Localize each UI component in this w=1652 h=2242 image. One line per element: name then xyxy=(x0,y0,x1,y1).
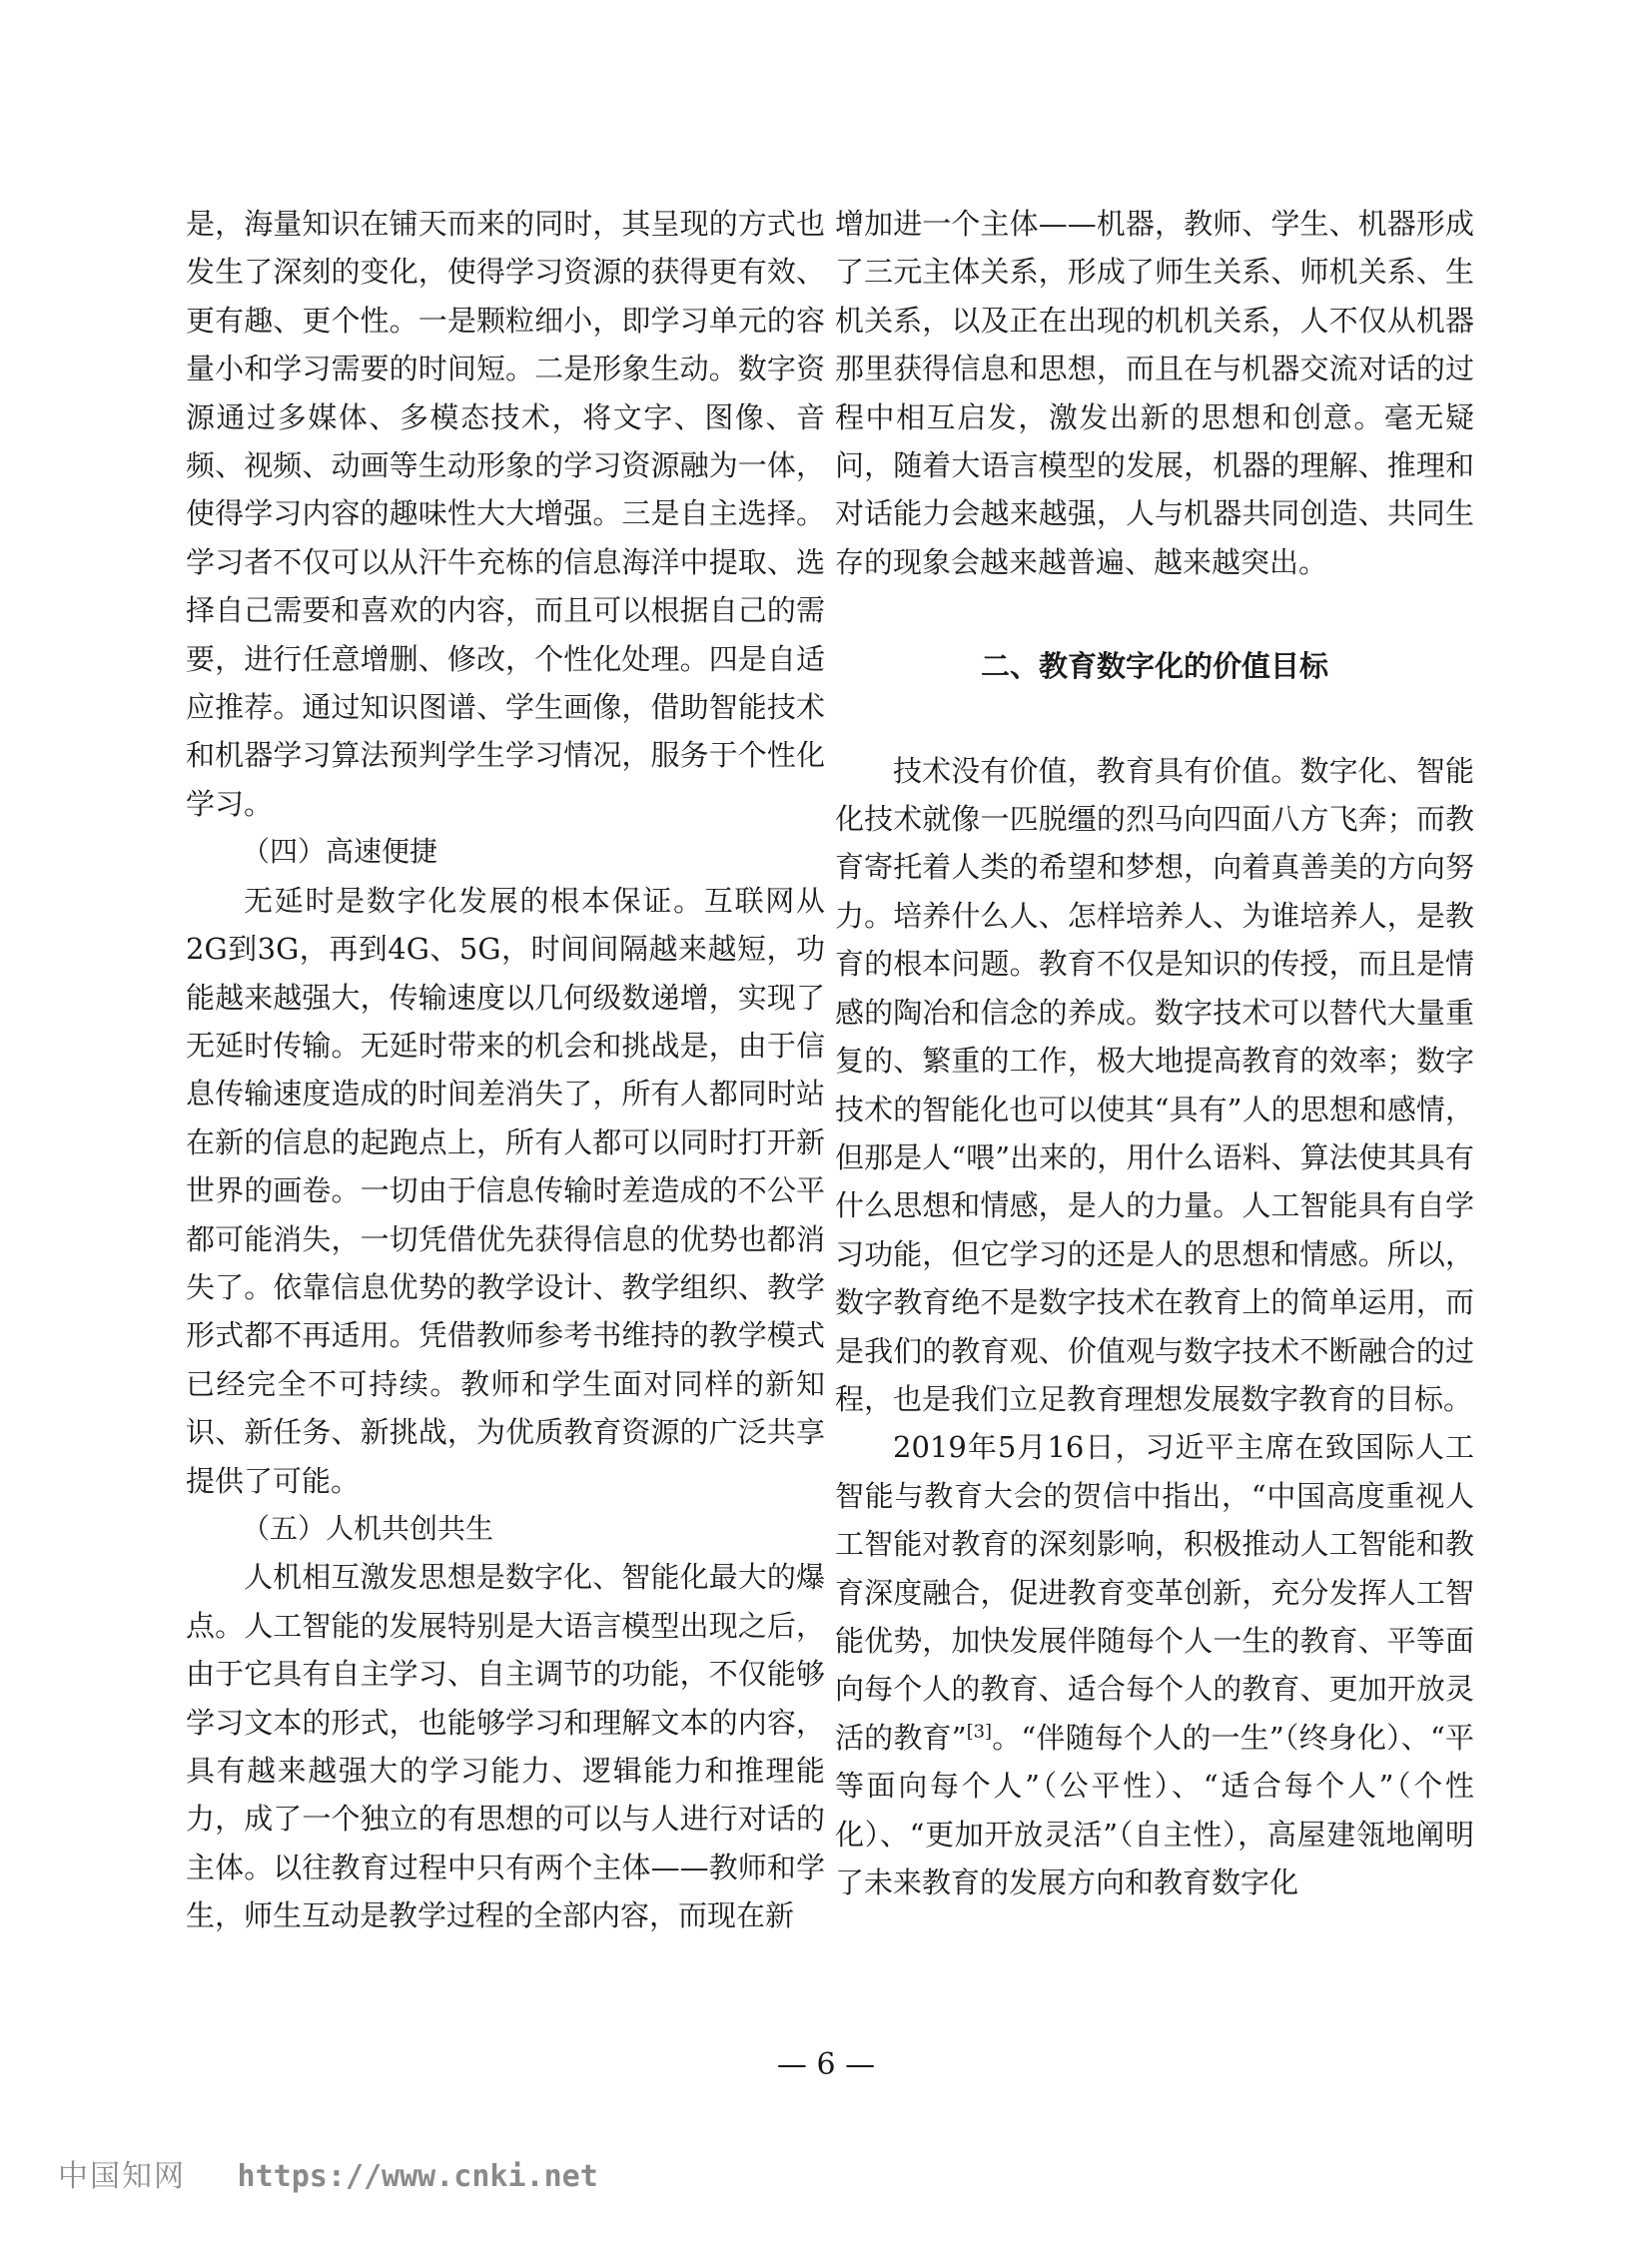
paragraph: 技术没有价值，教育具有价值。数字化、智能化技术就像一匹脱缰的烈马向四面八方飞奔；而教育寄托着人类的希望和梦想，向着真善美的方向努力。培养什么人、怎样培养人、为谁培养人，是教育的根本问题。教育不仅是知识的传授，而且是情感的陶冶和信念的养成。数字技术可以替代大量重复的、繁重的工作，极大地提高教育的效率；数字技术的智能化也可以使其“具有”人的思想和感情，但那是人“喂”出来的，用什么语料、算法使其具有什么思想和情感，是人的力量。人工智能具有自学习功能，但它学习的还是人的思想和情感。所以，数字教育绝不是数字技术在教育上的简单运用，而是我们的教育观、价值观与数字技术不断融合的过程，也是我们立足教育理想发展数字教育的目标。 xyxy=(835,753,1474,1416)
paragraph: 无延时是数字化发展的根本保证。互联网从2G到3G，再到4G、5G，时间间隔越来越短，功能越来越强大，传输速度以几何级数递增，实现了无延时传输。无延时带来的机会和挑战是，由于信息传输速度造成的时间差消失了，所有人都同时站在新的信息的起跑点上，所有人都可以同时打开新世界的画卷。一切由于信息传输时差造成的不公平都可能消失，一切凭借优先获得信息的优势也都消失了。依靠信息优势的教学设计、教学组织、教学形式都不再适用。凭借教师参考书维持的教学模式已经完全不可持续。教师和学生面对同样的新知识、新任务、新挑战，为优质教育资源的广泛共享提供了可能。 xyxy=(186,883,825,1498)
citation-ref: [3] xyxy=(966,1721,993,1743)
right-column xyxy=(835,200,1474,1906)
page-number: — 6 — xyxy=(776,2047,876,2082)
watermark xyxy=(58,2151,598,2195)
subsection-heading-4: （四）高速便捷 xyxy=(242,835,438,869)
paragraph: 人机相互激发思想是数字化、智能化最大的爆点。人工智能的发展特别是大语言模型出现之后，由于它具有自主学习、自主调节的功能，不仅能够学习文本的形式，也能够学习和理解文本的内容，具有越来越强大的学习能力、逻辑能力和推理能力，成了一个独立的有思想的可以与人进行对话的主体。以往教育过程中只有两个主体——教师和学生，师生互动是教学过程的全部内容，而现在新 xyxy=(186,1560,825,1933)
paragraph: 增加进一个主体——机器，教师、学生、机器形成了三元主体关系，形成了师生关系、师机关系、生机关系，以及正在出现的机机关系，人不仅从机器那里获得信息和思想，而且在与机器交流对话的过程中相互启发，激发出新的思想和创意。毫无疑问，随着大语言模型的发展，机器的理解、推理和对话能力会越来越强，人与机器共同创造、共同生存的现象会越来越普遍、越来越突出。 xyxy=(835,207,1474,579)
watermark-brand: 中国知网 xyxy=(58,2159,186,2194)
section-title: 二、教育数字化的价值目标 xyxy=(980,649,1328,684)
subsection-heading-5: （五）人机共创共生 xyxy=(242,1511,494,1545)
paragraph xyxy=(835,1423,1474,1906)
watermark-url: https://www.cnki.net xyxy=(237,2159,598,2194)
paragraph-text: 2019年5月16日，习近平主席在致国际人工智能与教育大会的贺信中指出，“中国高度重视人工智能对教育的深刻影响，积极推动人工智能和教育深度融合，促进教育变革创新，充分发挥人工智能优势，加快发展伴随每个人一生的教育、平等面向每个人的教育、适合每个人的教育、更加开放灵活的教育” xyxy=(835,1430,1474,1755)
paragraph-text: 。“伴随每个人的一生”（终身化）、“平等面向每个人”（公平性）、“适合每个人”（个性化）、“更加开放灵活”（自主性），高屋建瓴地阐明了未来教育的发展方向和教育数字化 xyxy=(835,1720,1474,1899)
left-column xyxy=(186,200,825,1940)
paragraph: 是，海量知识在铺天而来的同时，其呈现的方式也发生了深刻的变化，使得学习资源的获得更有效、更有趣、更个性。一是颗粒细小，即学习单元的容量小和学习需要的时间短。二是形象生动。数字资源通过多媒体、多模态技术，将文字、图像、音频、视频、动画等生动形象的学习资源融为一体，使得学习内容的趣味性大大增强。三是自主选择。学习者不仅可以从汗牛充栋的信息海洋中提取、选择自己需要和喜欢的内容，而且可以根据自己的需要，进行任意增删、修改，个性化处理。四是自适应推荐。通过知识图谱、学生画像，借助智能技术和机器学习算法预判学生学习情况，服务于个性化学习。 xyxy=(186,207,825,821)
